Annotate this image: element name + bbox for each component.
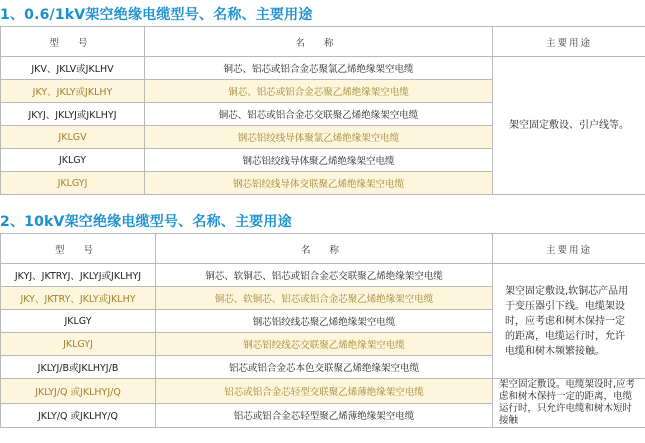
model-cell: JKYJ、JKLYJ或JKLHYJ [1,103,145,126]
model-cell: JKLYJ/B或JKLHYJ/B [1,356,156,379]
name-cell: 钢芯铝绞线导体交联聚乙烯绝缘架空电缆 [145,172,493,195]
usage-cell: 架空固定敷设。电缆架设时,应考虑和树木保持一定的距离，电缆运行时，只允许电缆和树木短时接触 [493,379,645,428]
model-cell: JKLGY [1,310,156,333]
column-header-model: 型 号 [1,27,145,57]
model-cell: JKV、JKLV或JKLHV [1,57,145,80]
model-cell: JKLGYJ [1,333,156,356]
section-1-heading: 1、0.6/1kV架空绝缘电缆型号、名称、主要用途 [0,7,313,23]
name-cell: 钢芯铝绞线芯交联聚乙烯绝缘架空电缆 [156,333,493,356]
name-cell: 铜芯、铝芯或铝合金芯聚氯乙烯绝缘架空电缆 [145,57,493,80]
table-row [1,264,645,287]
name-cell: 铜芯、铝芯或铝合金芯聚乙烯绝缘架空电缆 [145,80,493,103]
model-cell: JKLGY [1,149,145,172]
model-cell: JKLY/Q 或JKLHY/Q [1,403,156,428]
name-cell: 铜芯、软铜芯、铝芯或铝合金芯交联聚乙烯绝缘架空电缆 [156,264,493,287]
column-header-name: 名 称 [145,27,493,57]
name-cell: 钢芯铝绞线导体聚乙烯绝缘架空电缆 [145,149,493,172]
column-header-usage: 主要用途 [493,234,645,264]
column-header-usage: 主要用途 [493,27,645,57]
table-1 [0,26,645,195]
model-cell: JKLYJ/Q 或JKLHYJ/Q [1,379,156,404]
usage-cell: 架空固定敷设、引户线等。 [493,57,645,195]
model-cell: JKY、JKLY或JKLHY [1,80,145,103]
name-cell: 铜芯、铝芯或铝合金芯交联聚乙烯绝缘架空电缆 [145,103,493,126]
table-row [1,379,645,404]
model-cell: JKLGYJ [1,172,145,195]
name-cell: 铝芯或铝合金芯轻型聚乙烯薄绝缘架空电缆 [156,403,493,428]
name-cell: 钢芯铝绞线导体聚氯乙烯绝缘架空电缆 [145,126,493,149]
model-cell: JKY、JKTRY、JKLY或JKLHY [1,287,156,310]
table-2 [0,233,645,428]
table-1-header-row [1,27,645,57]
model-cell: JKYJ、JKTRYJ、JKLYJ或JKLHYJ [1,264,156,287]
name-cell: 铝芯或铝合金芯本色交联聚乙烯绝缘架空电缆 [156,356,493,379]
section-2-heading: 2、10kV架空绝缘电缆型号、名称、主要用途 [0,214,292,230]
table-row [1,57,645,80]
name-cell: 铝芯或铝合金芯轻型交联聚乙烯薄绝缘架空电缆 [156,379,493,404]
usage-cell: 架空固定敷设,软铜芯产品用于变压器引下线。电缆架设时，应考虑和树木保持一定的距离，电缆运行时，允许电缆和树木频繁接触。 [493,264,645,379]
column-header-model: 型 号 [1,234,156,264]
name-cell: 铜芯、软铜芯、铝芯或铝合金芯聚乙烯绝缘架空电缆 [156,287,493,310]
column-header-name: 名 称 [156,234,493,264]
model-cell: JKLGV [1,126,145,149]
name-cell: 钢芯铝绞线芯聚乙烯绝缘架空电缆 [156,310,493,333]
table-2-header-row [1,234,645,264]
